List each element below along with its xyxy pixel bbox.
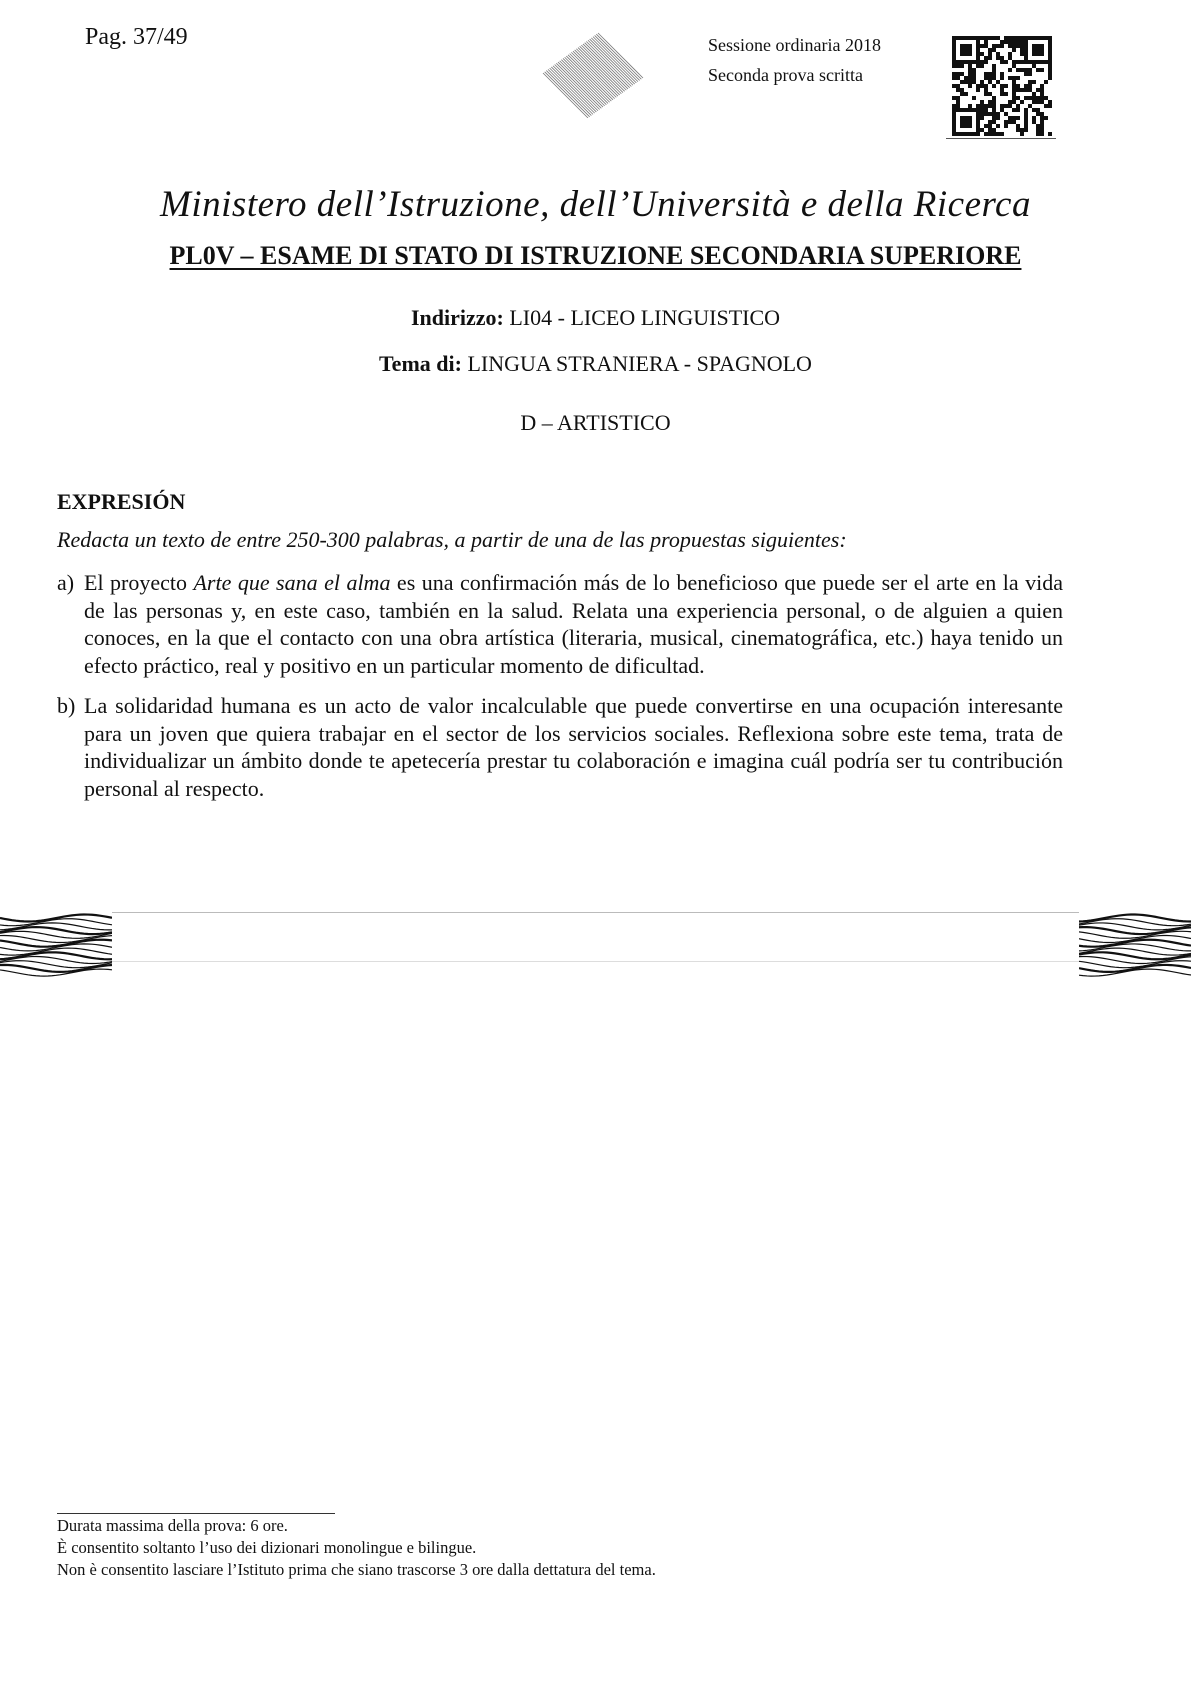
indirizzo-line [0, 305, 1191, 331]
project-title: Arte que sana el alma [193, 570, 391, 595]
footnote-dictionaries: È consentito soltanto l’uso dei dizionari monolingue e bilingue. [57, 1538, 477, 1557]
footnote-rule [57, 1513, 335, 1514]
item-marker: a) [57, 570, 75, 595]
security-pattern-band [0, 912, 112, 982]
indirizzo-label: Indirizzo: [410, 305, 504, 330]
indirizzo-value: LI04 - LICEO LINGUISTICO [509, 305, 781, 330]
item-text-before: El proyecto [84, 570, 194, 595]
band-rule [112, 912, 1079, 913]
prompt-item-a [57, 569, 1063, 679]
footnote-leave: Non è consentito lasciare l’Istituto prima che siano trascorse 3 ore dalla dettatura del tema. [57, 1560, 656, 1579]
page-number: Pag. 37/49 [85, 24, 188, 50]
item-body: La solidaridad humana es un acto de valor incalculable que puede convertirse en una ocupación interesante para un joven que quiera trabajar en el sector de los servicios sociales. Reflexiona sobre este tema, trata de individualizar un ámbito donde te apetecería prestar tu colaboración e imagina cuál podría ser tu contribución personal al respecto. [84, 693, 1063, 801]
exam-title: PL0V – ESAME DI STATO DI ISTRUZIONE SECONDARIA SUPERIORE [169, 241, 1022, 270]
section-instruction: Redacta un texto de entre 250-300 palabras, a partir de una de las propuestas siguientes: [57, 527, 847, 552]
prompt-item-b [57, 692, 1063, 802]
session-line-1: Sessione ordinaria 2018 [708, 35, 881, 55]
security-pattern-band [1079, 912, 1191, 982]
session-line-2: Seconda prova scritta [708, 65, 863, 85]
security-seal-icon [535, 28, 645, 118]
tema-label: Tema di: [379, 351, 462, 376]
tema-line [0, 351, 1191, 377]
qr-code-icon [952, 36, 1052, 136]
footnote-duration: Durata massima della prova: 6 ore. [57, 1516, 288, 1535]
qr-underline [946, 138, 1056, 139]
tema-value: LINGUA STRANIERA - SPAGNOLO [467, 351, 812, 376]
item-text-after: es una confirmación más de lo beneficioso que puede ser el arte en la vida de las personas y, en este caso, también en la salud. Relata una experiencia personal, o de alguien a quien conoces, en la que el contacto con una obra artística (literaria, musical, cinematográfica, etc.) haya tenido un efecto práctico, real y positivo en un particular momento de dificultad. [84, 570, 1063, 678]
band-rule [112, 961, 1079, 962]
session-info [708, 30, 881, 90]
item-body [84, 569, 1063, 679]
ministry-title: Ministero dell’Istruzione, dell’Università e della Ricerca [160, 184, 1031, 225]
item-marker: b) [57, 693, 76, 718]
section-heading: EXPRESIÓN [57, 489, 186, 514]
footnotes [57, 1515, 656, 1581]
variant-line: D – ARTISTICO [520, 410, 671, 435]
